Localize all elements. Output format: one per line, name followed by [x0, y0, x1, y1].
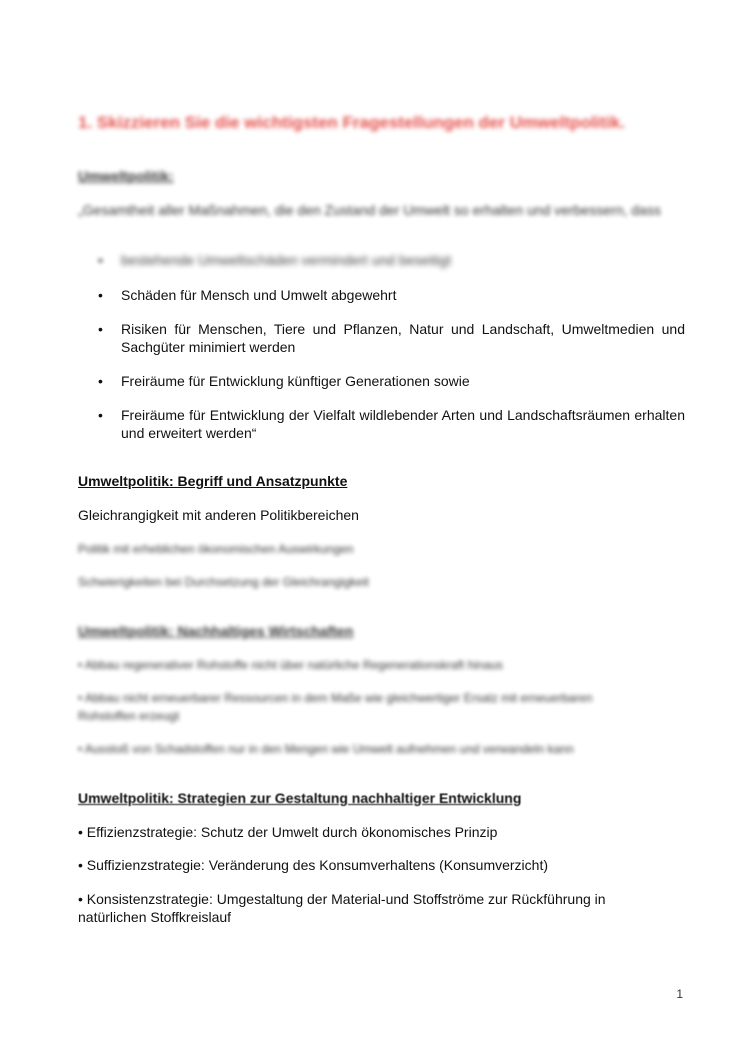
section4-line: • Suffizienzstrategie: Veränderung des Konsumverhaltens (Konsumverzicht) — [78, 857, 548, 873]
bullet-text: bestehende Umweltschäden vermindert und beseitigt — [121, 252, 451, 268]
bullet-text: Schäden für Mensch und Umwelt abgewehrt — [121, 287, 397, 303]
section2-line: Politik mit erheblichen ökonomischen Auswirkungen — [78, 542, 354, 556]
section4-heading: Umweltpolitik: Strategien zur Gestaltung nachhaltiger Entwicklung — [78, 790, 522, 806]
bullet-text: Risiken für Menschen, Tiere und Pflanzen, Natur und Landschaft, Umweltmedien und Sachgüter minimiert werden — [121, 321, 685, 355]
section3-line: • Abbau nicht erneuerbarer Ressourcen in dem Maße wie gleichwertiger Ersatz mit erneuerbaren Rohstoffen erzeugt — [78, 691, 593, 723]
page-number: 1 — [676, 987, 683, 1001]
bullet-marker: • — [98, 287, 103, 303]
bullet-marker: • — [98, 373, 103, 389]
section3-heading: Umweltpolitik: Nachhaltiges Wirtschaften — [78, 623, 354, 639]
bullet-marker: • — [98, 321, 103, 337]
section2-heading: Umweltpolitik: Begriff und Ansatzpunkte — [78, 473, 348, 489]
section2-line: Schwierigkeiten bei Durchsetzung der Gleichrangigkeit — [78, 575, 369, 589]
section3-line: • Ausstoß von Schadstoffen nur in den Mengen wie Umwelt aufnehmen und verwandeln kann — [78, 742, 574, 756]
bullet-text: Freiräume für Entwicklung künftiger Generationen sowie — [121, 373, 470, 389]
section4-line: • Effizienzstrategie: Schutz der Umwelt durch ökonomisches Prinzip — [78, 824, 498, 840]
bullet-marker: • — [98, 252, 103, 268]
section4-line: • Konsistenzstrategie: Umgestaltung der Material-und Stoffströme zur Rückführung in natürlichen Stoffkreislauf — [78, 891, 606, 925]
section1-intro: „Gesamtheit aller Maßnahmen, die den Zustand der Umwelt so erhalten und verbessern, dass — [78, 202, 661, 218]
page-title: 1. Skizzieren Sie die wichtigsten Fragestellungen der Umweltpolitik. — [78, 113, 625, 132]
section3-line: • Abbau regenerativer Rohstoffe nicht über natürliche Regenerationskraft hinaus — [78, 658, 503, 672]
bullet-text: Freiräume für Entwicklung der Vielfalt wildlebender Arten und Landschaftsräumen erhalten und erweitert werden“ — [121, 407, 685, 441]
section1-heading: Umweltpolitik: — [78, 168, 174, 184]
bullet-marker: • — [98, 407, 103, 423]
section2-line: Gleichrangigkeit mit anderen Politikbereichen — [78, 507, 359, 523]
